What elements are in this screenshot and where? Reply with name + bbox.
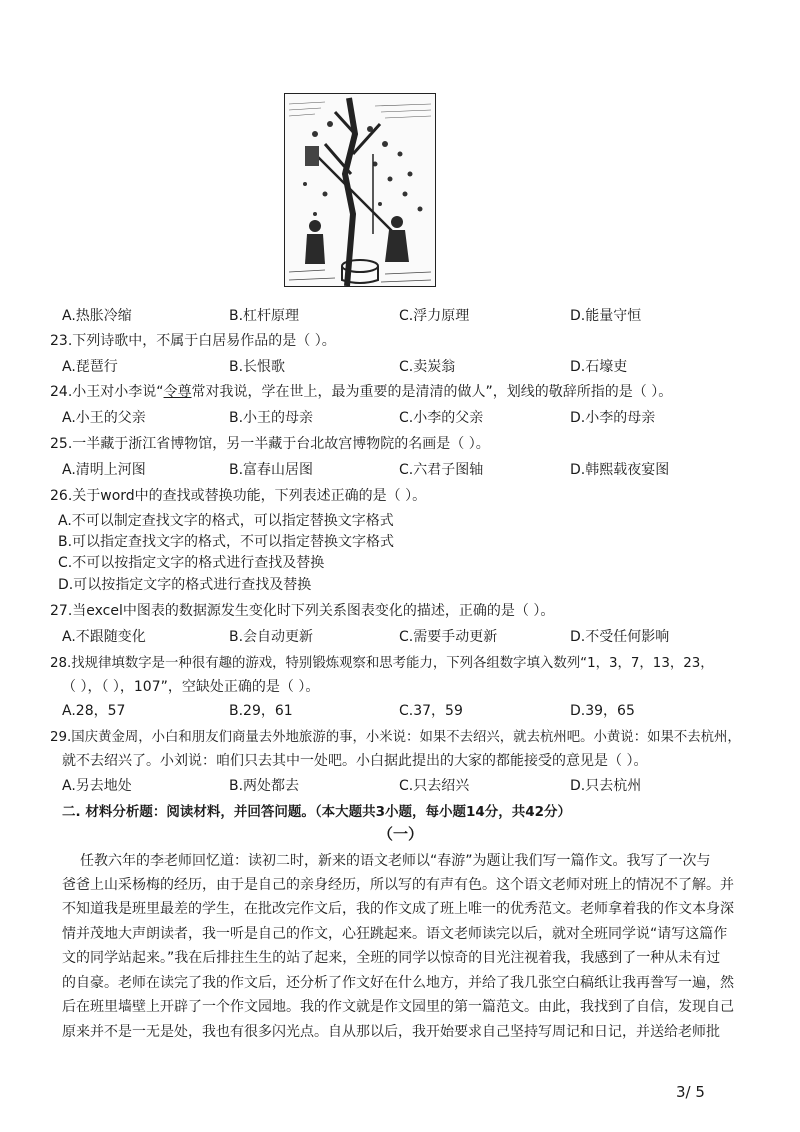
q23-stem: 23.下列诗歌中，不属于白居易作品的是（ ）。 — [50, 333, 336, 349]
well-sweep-illustration — [284, 93, 436, 287]
q22-option-a: A.热胀冷缩 — [62, 308, 132, 324]
q29-stem-line2: 就不去绍兴了。小刘说：咱们只去其中一处吧。小白据此提出的大家的都能接受的意见是（ ）。 — [62, 753, 648, 769]
q23-option-d: D.石壕吏 — [570, 359, 628, 375]
q22-option-c: C.浮力原理 — [399, 308, 470, 324]
q27-option-b: B.会自动更新 — [229, 629, 314, 645]
q23-option-c: C.卖炭翁 — [399, 359, 456, 375]
q24-stem — [50, 381, 672, 401]
q28-option-c: C.37，59 — [399, 703, 463, 719]
passage-line-4: 情并茂地大声朗读者，我一听是自己的作文，心狂跳起来。语文老师读完以后，就对全班同学说“请写这篇作 — [62, 926, 728, 942]
q26-option-b: B.可以指定查找文字的格式，不可以指定替换文字格式 — [58, 534, 395, 550]
q26-option-d: D.可以按指定文字的格式进行查找及替换 — [58, 577, 312, 593]
q22-option-b: B.杠杆原理 — [229, 308, 300, 324]
q27-option-c: C.需要手动更新 — [399, 629, 498, 645]
section2-part-title: （一） — [378, 825, 424, 843]
passage-line-1: 任教六年的李老师回忆道：读初二时，新来的语文老师以“春游”为题让我们写一篇作文。我写了一次与 — [80, 853, 711, 869]
passage-line-7: 后在班里墙壁上开辟了一个作文园地。我的作文就是作文园里的第一篇范文。由此，我找到了自信，发现自己 — [62, 999, 734, 1015]
q29-option-c: C.只去绍兴 — [399, 778, 470, 794]
passage-line-8: 原来并不是一无是处，我也有很多闪光点。自从那以后，我开始要求自己坚持写周记和日记，并送给老师批 — [62, 1024, 720, 1040]
q28-option-a: A.28，57 — [62, 703, 126, 719]
q28-option-b: B.29，61 — [229, 703, 293, 719]
q22-option-d: D.能量守恒 — [570, 308, 642, 324]
q27-option-d: D.不受任何影响 — [570, 629, 670, 645]
q24-option-b: B.小王的母亲 — [229, 410, 314, 426]
q23-option-a: A.琵琶行 — [62, 359, 118, 375]
q25-option-d: D.韩熙载夜宴图 — [570, 462, 670, 478]
q28-stem-line1: 28.找规律填数字是一种很有趣的游戏，特别锻炼观察和思考能力，下列各组数字填入数列“1，3，7，13，23， — [50, 656, 714, 671]
section2-title: 二. 材料分析题：阅读材料，并回答问题。（本大题共3小题，每小题14分，共42分） — [62, 804, 572, 820]
q26-option-a: A.不可以制定查找文字的格式，可以指定替换文字格式 — [58, 513, 394, 529]
q24-stem-after: 常对我说，学在世上，最为重要的是清清的做人”，划线的敬辞所指的是（ ）。 — [191, 384, 673, 400]
q26-option-c: C.不可以按指定文字的格式进行查找及替换 — [58, 555, 325, 571]
q28-option-d: D.39，65 — [570, 703, 635, 719]
q25-option-b: B.富春山居图 — [229, 462, 314, 478]
q24-option-d: D.小李的母亲 — [570, 410, 656, 426]
q24-stem-before: 24.小王对小李说“ — [50, 384, 164, 400]
q29-stem-line1: 29.国庆黄金周，小白和朋友们商量去外地旅游的事，小米说：如果不去绍兴，就去杭州吧。小黄说：如果不去杭州， — [50, 730, 741, 745]
passage-line-3: 不知道我是班里最差的学生，在批改完作文后，我的作文成了班上唯一的优秀范文。老师拿着我的作文本身深 — [62, 901, 734, 917]
q29-option-b: B.两处都去 — [229, 778, 300, 794]
passage-line-6: 的自豪。老师在读完了我的作文后，还分析了作文好在什么地方，并给了我几张空白稿纸让我再誊写一遍，然 — [62, 975, 734, 991]
passage-line-5: 文的同学站起来。”我在后排拄生生的站了起来，全班的同学以惊奇的目光注视着我，我感到了一种从未有过 — [62, 950, 721, 966]
q25-option-c: C.六君子图轴 — [399, 462, 484, 478]
q25-option-a: A.清明上河图 — [62, 462, 146, 478]
q26-stem: 26.关于word中的查找或替换功能，下列表述正确的是（ ）。 — [50, 488, 427, 504]
q29-option-a: A.另去地处 — [62, 778, 132, 794]
q24-option-c: C.小李的父亲 — [399, 410, 484, 426]
q24-option-a: A.小王的父亲 — [62, 410, 146, 426]
passage-line-2: 爸爸上山采杨梅的经历，由于是自己的亲身经历，所以写的有声有色。这个语文老师对班上的情况不了解。并 — [62, 877, 734, 893]
q29-option-d: D.只去杭州 — [570, 778, 642, 794]
woodcut-image — [285, 94, 435, 286]
q27-stem: 27.当excel中图表的数据源发生变化时下列关系图表变化的描述，正确的是（ ）。 — [50, 603, 555, 619]
q25-stem: 25.一半藏于浙江省博物馆，另一半藏于台北故宫博物院的名画是（ ）。 — [50, 436, 490, 452]
q23-option-b: B.长恨歌 — [229, 359, 286, 375]
q27-option-a: A.不跟随变化 — [62, 629, 146, 645]
q24-underlined-word: 令尊 — [163, 384, 192, 400]
page-number: 3/ 5 — [676, 1083, 705, 1101]
q28-stem-line2: （ ），（ ），107”，空缺处正确的是（ ）。 — [62, 679, 320, 695]
